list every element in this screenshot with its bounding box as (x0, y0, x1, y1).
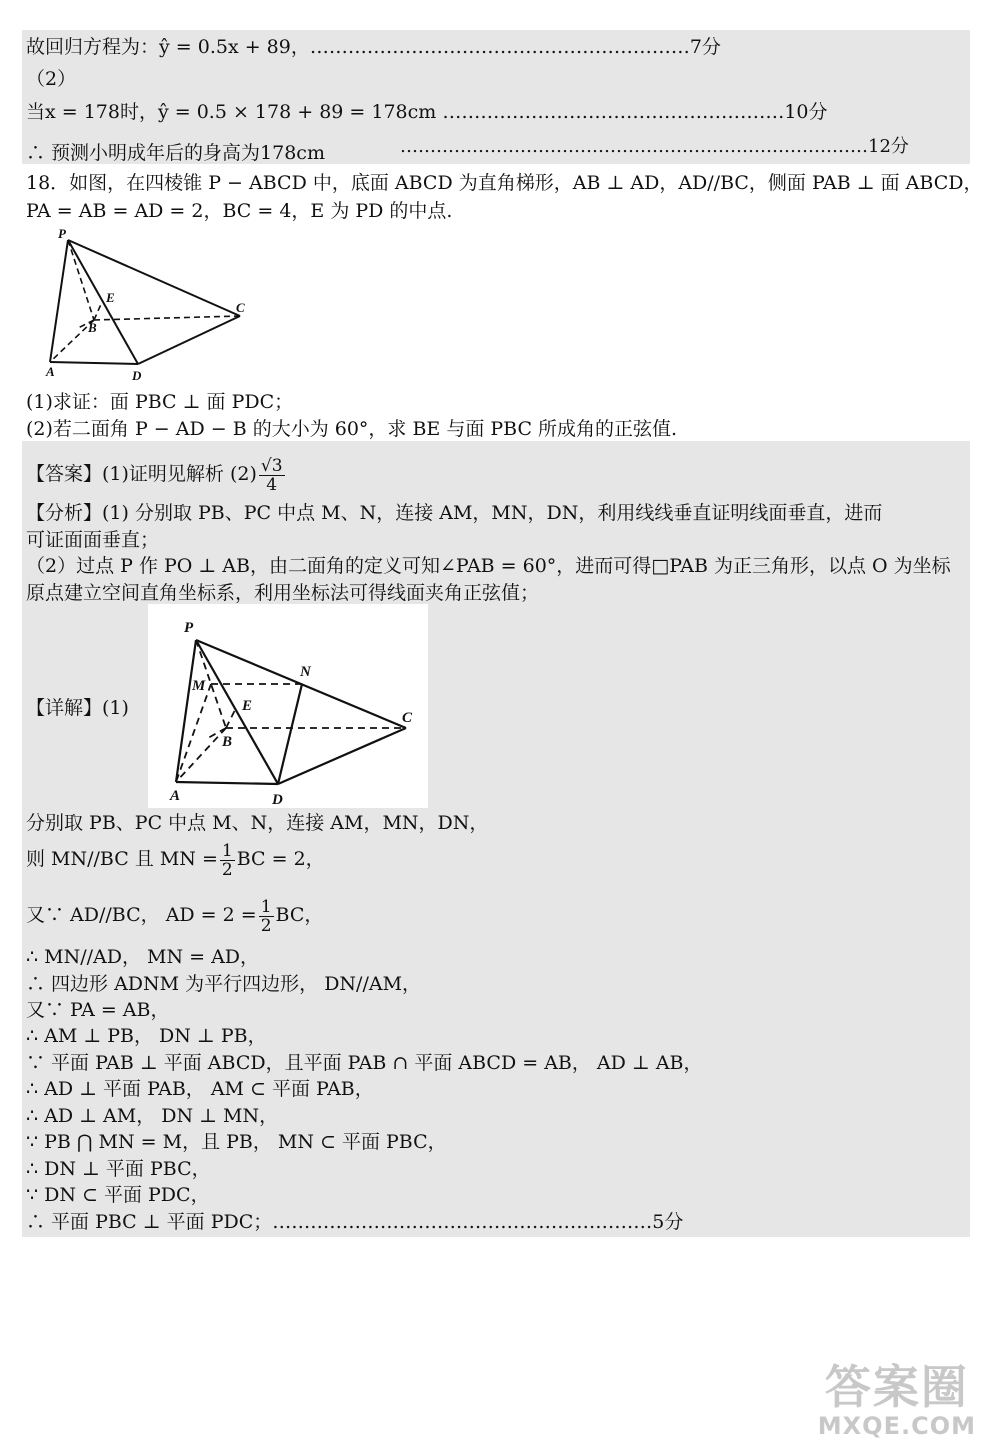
conclusion-score: ……………………………………………………………………12分 (400, 136, 909, 157)
proof-line-6: 又∵ PA = AB， (26, 999, 170, 1021)
analysis-line-4: 原点建立空间直角坐标系，利用坐标法可得线面夹角正弦值； (26, 582, 540, 604)
vertex-label: A (46, 364, 55, 379)
fraction-half (259, 898, 274, 935)
analysis-line-2: 可证面面垂直； (26, 529, 160, 551)
proof-line-1: 分别取 PB、PC 中点 M、N，连接 AM，MN，DN， (26, 812, 489, 834)
pyramid-figure-midpoints (148, 604, 428, 808)
vertex-label: D (132, 368, 142, 383)
proof-line-11: ∵ PB ⋂ MN = M，且 PB， MN ⊂ 平面 PBC， (26, 1131, 447, 1153)
vertex-label: M (192, 678, 206, 694)
prediction-line: 当x = 178时，ŷ = 0.5 × 178 + 89 = 178cm ………………………………………………10分 (26, 101, 828, 123)
problem-line-1: 18．如图，在四棱锥 P − ABCD 中，底面 ABCD 为直角梯形，AB ⊥ AD，AD//BC，侧面 PAB ⊥ 面 ABCD， (26, 172, 983, 194)
proof-line-5: ∴ 四边形 ADNM 为平行四边形， DN//AM， (26, 973, 422, 995)
proof-text: BC = 2， (236, 848, 325, 870)
proof-line-9: ∴ AD ⊥ 平面 PAB， AM ⊂ 平面 PAB， (26, 1078, 374, 1100)
conclusion-line: ∴ 预测小明成年后的身高为178cm (26, 142, 325, 164)
vertex-label: C (402, 710, 413, 726)
analysis-line-1: 【分析】(1) 分别取 PB、PC 中点 M、N，连接 AM，MN，DN，利用线线垂直证明线面垂直，进而 (26, 502, 883, 524)
watermark-logo-text: 答案圈 (824, 1360, 969, 1414)
proof-line-8: ∵ 平面 PAB ⊥ 平面 ABCD，且平面 PAB ∩ 平面 ABCD = AB， AD ⊥ AB， (26, 1052, 703, 1074)
answer-text: 【答案】(1)证明见解析 (2) (26, 463, 257, 485)
vertex-label: D (272, 792, 283, 808)
frac-den: 2 (260, 915, 272, 936)
vertex-label: P (184, 620, 194, 636)
proof-line-13: ∵ DN ⊂ 平面 PDC， (26, 1184, 210, 1206)
watermark-url: MXQE.COM (817, 1412, 976, 1440)
question-2: (2)若二面角 P − AD − B 的大小为 60°，求 BE 与面 PBC 所成角的正弦值. (26, 418, 678, 440)
proof-line-2 (26, 836, 325, 882)
answer-line (26, 452, 287, 496)
part2-label: （2） (26, 68, 77, 90)
detail-label: 【详解】(1) (26, 697, 129, 719)
vertex-label: P (58, 226, 66, 241)
proof-text: BC， (275, 904, 324, 926)
regression-line: 故回归方程为：ŷ = 0.5x + 89，……………………………………………………7分 (26, 36, 721, 58)
pyramid-figure (40, 224, 260, 384)
analysis-line-3: （2）过点 P 作 PO ⊥ AB，由二面角的定义可知∠PAB = 60°，进而可得□PAB 为正三角形，以点 O 为坐标 (26, 555, 951, 577)
proof-line-7: ∴ AM ⊥ PB， DN ⊥ PB， (26, 1025, 267, 1047)
vertex-label: B (88, 320, 97, 335)
proof-text: 则 MN//BC 且 MN = (26, 848, 218, 870)
frac-num: 1 (221, 840, 233, 861)
proof-line-12: ∴ DN ⊥ 平面 PBC， (26, 1158, 211, 1180)
vertex-label: C (236, 300, 245, 315)
proof-line-3 (26, 892, 323, 938)
answer-denominator: 4 (266, 474, 278, 495)
frac-num: 1 (260, 896, 272, 917)
vertex-label: E (106, 290, 115, 305)
answer-fraction (259, 457, 285, 494)
fraction-half (220, 842, 235, 879)
answer-numerator: √3 (260, 455, 283, 476)
vertex-label: E (242, 698, 253, 714)
proof-line-10: ∴ AD ⊥ AM， DN ⊥ MN， (26, 1105, 279, 1127)
proof-line-14: ∴ 平面 PBC ⊥ 平面 PDC；……………………………………………………5分 (26, 1211, 684, 1233)
proof-text: 又∵ AD//BC， AD = 2 = (26, 904, 257, 926)
vertex-label: A (170, 788, 181, 804)
vertex-label: N (300, 664, 311, 680)
proof-line-4: ∴ MN//AD， MN = AD， (26, 946, 260, 968)
site-watermark (818, 1362, 976, 1440)
question-1: (1)求证：面 PBC ⊥ 面 PDC； (26, 391, 294, 413)
frac-den: 2 (221, 859, 233, 880)
problem-line-2: PA = AB = AD = 2，BC = 4，E 为 PD 的中点. (26, 200, 453, 222)
vertex-label: B (222, 734, 233, 750)
